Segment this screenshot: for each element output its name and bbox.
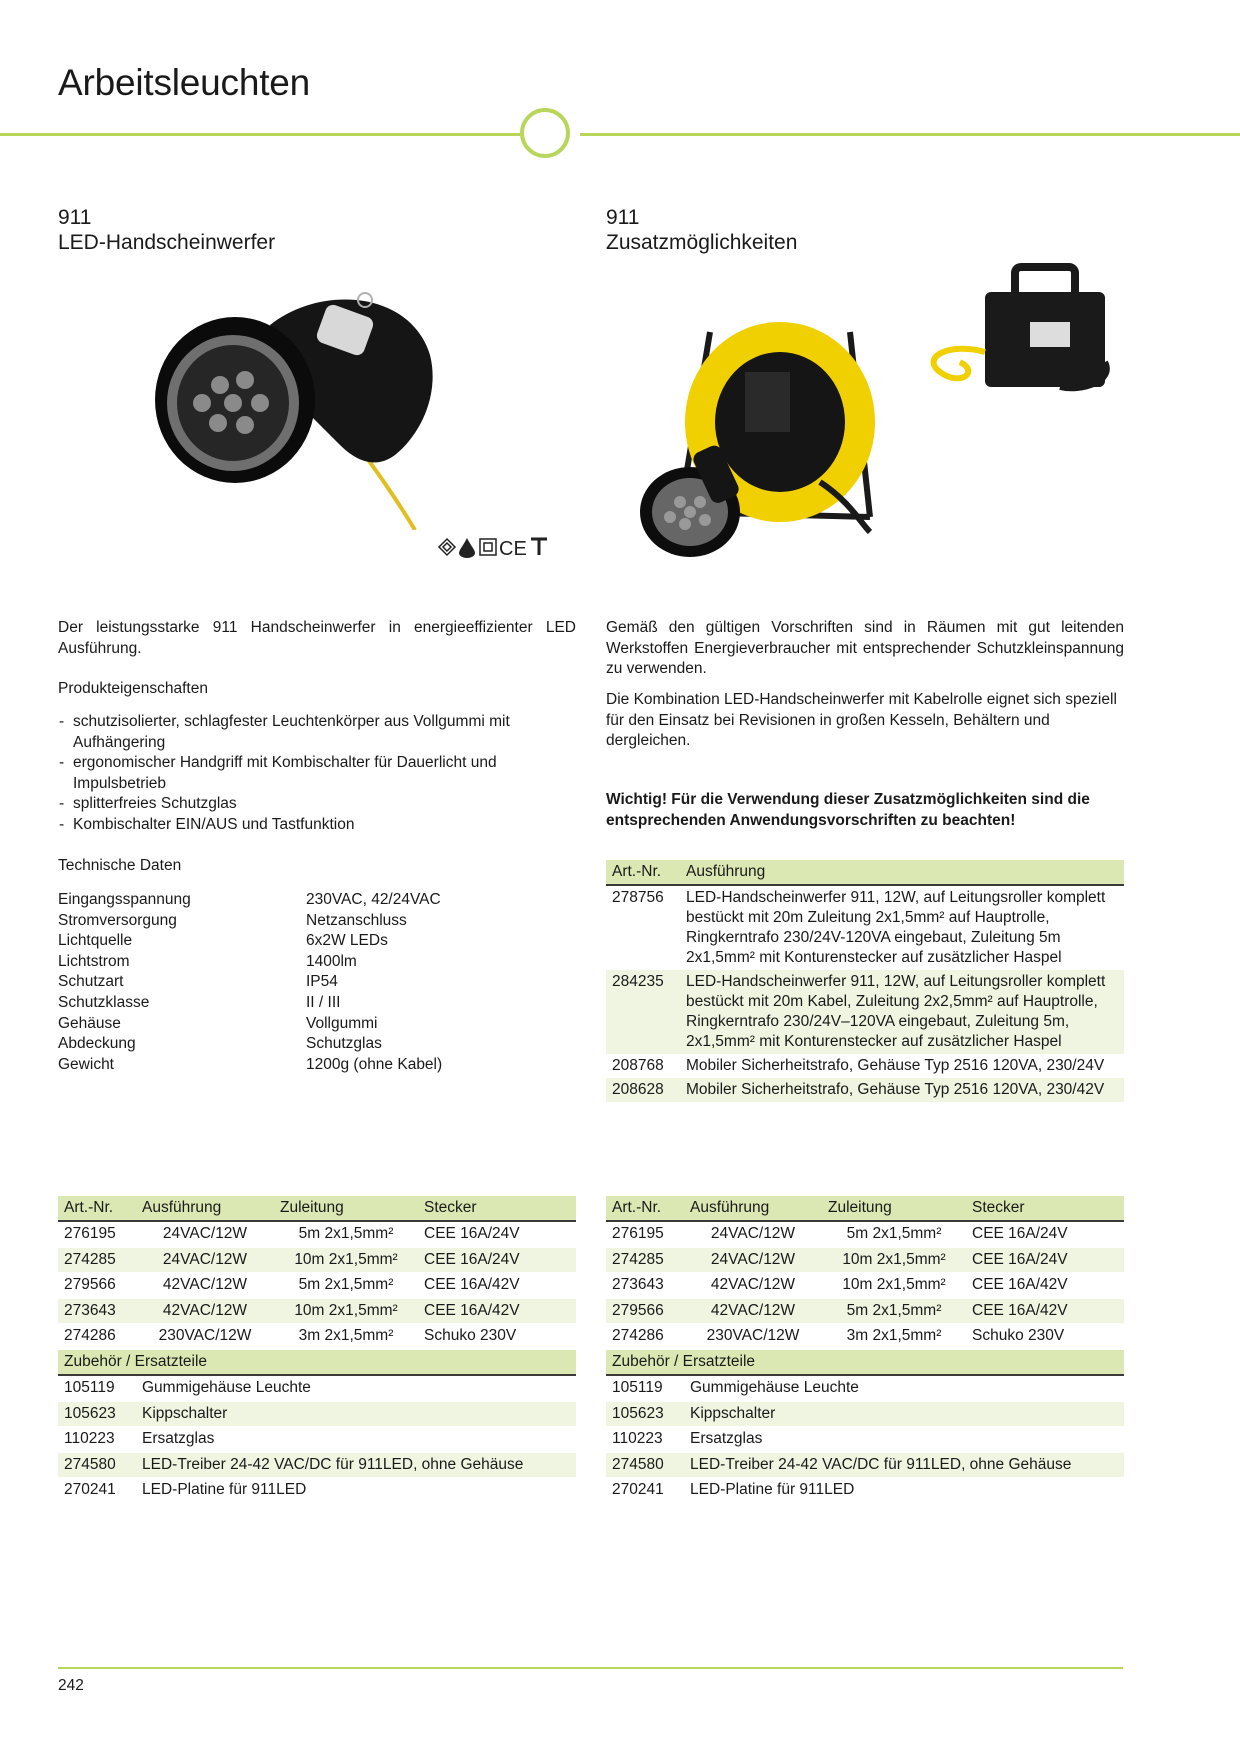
important-notice: Wichtig! Für die Verwendung dieser Zusatzmöglichkeiten sind die entsprechenden Anwendungsvorschriften zu beachten! (606, 791, 1090, 829)
table-row: 274285 24VAC/12W 10m 2x1,5mm² CEE 16A/24V (606, 1247, 1124, 1273)
specs-title: Technische Daten (58, 857, 182, 874)
feature-item: - ergonomischer Handgriff mit Kombischalter für Dauerlicht und Impulsbetrieb (58, 753, 528, 794)
protection-class-icon (439, 539, 455, 555)
right-description-table (606, 860, 1124, 1102)
feature-item: - splitterfreies Schutzglas (58, 794, 528, 815)
product-photo-lamp (150, 285, 470, 530)
table-row: 276195 24VAC/12W 5m 2x1,5mm² CEE 16A/24V (606, 1221, 1124, 1247)
page-number: 242 (58, 1677, 84, 1694)
right-para-1: Gemäß den gültigen Vorschriften sind in Räumen mit gut leitenden Werkstoffen Energieverbraucher mit entsprechender Schutzkleinspannung zu verwenden. (606, 619, 1124, 677)
accessory-row: 110223 Ersatzglas (58, 1427, 576, 1453)
accessory-row: 105119 Gummigehäuse Leuchte (606, 1375, 1124, 1401)
spec-row: Schutzart IP54 (58, 973, 338, 991)
t-mark-icon (531, 539, 547, 555)
feature-item: - schutzisolierter, schlagfester Leuchtenkörper aus Vollgummi mit Aufhängering (58, 712, 528, 753)
left-heading-title: LED-Handscheinwerfer (58, 231, 276, 254)
header-rule-left (0, 133, 520, 136)
specs-list (58, 890, 538, 1075)
table-row: 284235 LED-Handscheinwerfer 911, 12W, auf Leitungsroller komplett bestückt mit 20m Kabel, Zuleitung 2x2,5mm² auf Hauptrolle, Ringkerntrafo 230/24V–120VA eingebaut, Zuleitung 5m, 2x1,5mm² mit Konturenstecker auf zusätzlicher Haspel (606, 970, 1124, 1054)
header-rule-right (580, 133, 1240, 136)
accessory-row: 105119 Gummigehäuse Leuchte (58, 1375, 576, 1401)
accessories-header-row: Zubehör / Ersatzteile (58, 1349, 576, 1375)
table-row: 273643 42VAC/12W 10m 2x1,5mm² CEE 16A/42V (58, 1298, 576, 1324)
left-product-table (58, 1196, 576, 1504)
spec-row: Gehäuse Vollgummi (58, 1014, 378, 1032)
header-rule-circle (520, 108, 570, 158)
right-heading-number: 911 (606, 206, 640, 229)
spec-row: Schutzklasse II / III (58, 993, 341, 1011)
table-row: 279566 42VAC/12W 5m 2x1,5mm² CEE 16A/42V (606, 1298, 1124, 1324)
features-list (58, 712, 528, 835)
table-row: 274286 230VAC/12W 3m 2x1,5mm² Schuko 230V (606, 1324, 1124, 1350)
table-row: 274286 230VAC/12W 3m 2x1,5mm² Schuko 230V (58, 1324, 576, 1350)
drop-icon (459, 538, 475, 558)
ce-mark: CE (499, 538, 527, 559)
accessory-row: 274580 LED-Treiber 24-42 VAC/DC für 911LED, ohne Gehäuse (606, 1452, 1124, 1478)
spec-row: Lichtquelle 6x2W LEDs (58, 932, 388, 950)
left-heading-number: 911 (58, 206, 92, 229)
page-title: Arbeitsleuchten (58, 62, 311, 103)
table-row: 208628 Mobiler Sicherheitstrafo, Gehäuse Typ 2516 120VA, 230/42V (606, 1078, 1124, 1102)
accessory-row: 270241 LED-Platine für 911LED (606, 1478, 1124, 1504)
accessory-row: 105623 Kippschalter (58, 1401, 576, 1427)
table-header-row: Art.-Nr. Ausführung (606, 860, 1124, 885)
spec-row: Abdeckung Schutzglas (58, 1035, 382, 1053)
double-insulation-icon (480, 539, 496, 555)
right-para-2: Die Kombination LED-Handscheinwerfer mit Kabelrolle eignet sich speziell für den Einsatz bei Revisionen in großen Kesseln, Behältern und dergleichen. (606, 691, 1117, 749)
accessory-row: 110223 Ersatzglas (606, 1427, 1124, 1453)
accessory-row: 270241 LED-Platine für 911LED (58, 1478, 576, 1504)
right-heading-title: Zusatzmöglichkeiten (606, 231, 798, 254)
left-intro: Der leistungsstarke 911 Handscheinwerfer in energieeffizienter LED Ausführung. (58, 619, 576, 657)
table-row: 279566 42VAC/12W 5m 2x1,5mm² CEE 16A/42V (58, 1273, 576, 1299)
accessory-row: 105623 Kippschalter (606, 1401, 1124, 1427)
table-row: 273643 42VAC/12W 10m 2x1,5mm² CEE 16A/42V (606, 1273, 1124, 1299)
right-product-table (606, 1196, 1124, 1504)
features-title: Produkteigenschaften (58, 680, 208, 697)
product-photo-cable-reel (620, 262, 1120, 562)
table-row: 274285 24VAC/12W 10m 2x1,5mm² CEE 16A/24V (58, 1247, 576, 1273)
accessory-row: 274580 LED-Treiber 24-42 VAC/DC für 911LED, ohne Gehäuse (58, 1452, 576, 1478)
table-row: 278756 LED-Handscheinwerfer 911, 12W, auf Leitungsroller komplett bestückt mit 20m Zuleitung 2x1,5mm² auf Hauptrolle, Ringkerntrafo 230/24V-120VA eingebaut, Zuleitung 5m 2x1,5mm² mit Konturenstecker auf zusätzlicher Haspel (612, 889, 1106, 966)
table-row: 208768 Mobiler Sicherheitstrafo, Gehäuse Typ 2516 120VA, 230/24V (612, 1057, 1105, 1074)
feature-item: - Kombischalter EIN/AUS und Tastfunktion (58, 815, 528, 836)
table-row: 276195 24VAC/12W 5m 2x1,5mm² CEE 16A/24V (58, 1221, 576, 1247)
spec-row: Gewicht 1200g (ohne Kabel) (58, 1055, 443, 1073)
left-heading (58, 205, 275, 255)
spec-row: Stromversorgung Netzanschluss (58, 911, 407, 929)
footer-rule (58, 1667, 1123, 1669)
table-header-row: Art.-Nr. Ausführung Zuleitung Stecker (606, 1196, 1124, 1221)
spec-row: Lichtstrom 1400lm (58, 952, 357, 970)
certification-marks (435, 535, 575, 559)
accessories-header-row: Zubehör / Ersatzteile (606, 1349, 1124, 1375)
spec-row: Eingangsspannung 230VAC, 42/24VAC (58, 891, 441, 908)
table-header-row: Art.-Nr. Ausführung Zuleitung Stecker (58, 1196, 576, 1221)
right-heading (606, 205, 797, 255)
